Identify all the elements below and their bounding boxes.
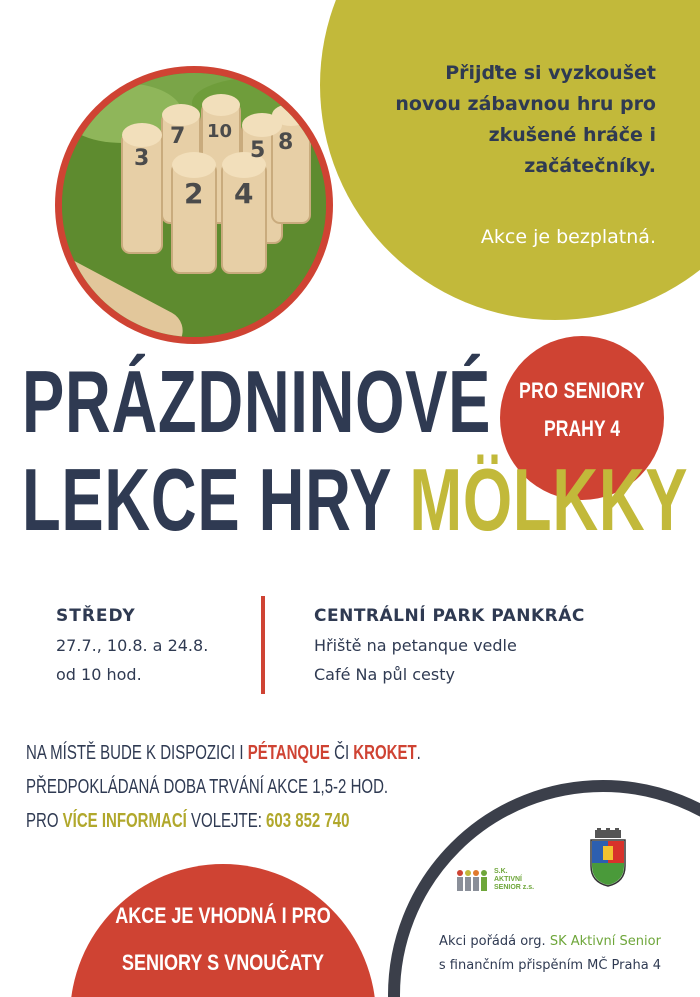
note-text: .	[416, 742, 421, 764]
invitation-text	[340, 58, 656, 182]
svg-text:7: 7	[170, 124, 186, 149]
notes	[26, 736, 421, 838]
svg-text:5: 5	[250, 138, 266, 163]
venue-detail: Hřiště na petanque vedle	[314, 636, 517, 655]
schedule-time: od 10 hod.	[56, 665, 142, 684]
headline-line-2-text: LEKCE HRY	[22, 450, 410, 549]
venue-detail: Café Na půl cesty	[314, 665, 455, 684]
logo-text	[494, 868, 534, 892]
note-row: PŘEDPOKLÁDANÁ DOBA TRVÁNÍ AKCE 1,5-2 HOD.	[26, 776, 389, 798]
column-divider	[261, 596, 265, 694]
note-text: VOLEJTE:	[186, 810, 267, 832]
svg-text:4: 4	[234, 177, 254, 210]
note-highlight: VÍCE INFORMACÍ	[62, 810, 187, 832]
note-row	[26, 804, 421, 838]
schedule-dates: 27.7., 10.8. a 24.8.	[56, 636, 209, 655]
logo-line: SENIOR z.s.	[494, 884, 535, 891]
venue	[314, 606, 585, 684]
invitation-line: zkušené hráče i	[488, 124, 656, 146]
people-icon	[456, 868, 492, 894]
svg-text:3: 3	[134, 146, 150, 171]
svg-text:10: 10	[207, 121, 233, 142]
note-text: PRO	[26, 810, 63, 832]
organizer-prefix: Akci pořádá org.	[439, 934, 550, 949]
headline-line-1: PRÁZDNINOVÉ	[22, 352, 492, 451]
note-text: ČI	[329, 742, 354, 764]
invitation-line: novou zábavnou hru pro	[395, 93, 656, 115]
family-line: AKCE JE VHODNÁ I PRO	[115, 903, 331, 928]
family-circle	[70, 864, 376, 997]
organizer-text	[420, 930, 680, 978]
logo-line: S.K.	[494, 868, 508, 875]
invitation-line: začátečníky.	[524, 155, 656, 177]
svg-text:8: 8	[278, 130, 294, 155]
svg-text:2: 2	[184, 177, 204, 210]
headline-accent: MÖLKKY	[409, 450, 689, 549]
free-admission-text: Akce je bezplatná.	[480, 226, 656, 248]
family-line: SENIORY S VNOUČATY	[121, 950, 325, 975]
invitation-line: Přijďte si vyzkoušet	[445, 62, 656, 84]
organizer-line-2: s finančním přispěním MČ Praha 4	[438, 958, 662, 973]
organizer-name: SK Aktivní Senior	[549, 934, 661, 949]
schedule-days: STŘEDY	[56, 606, 136, 626]
note-text: NA MÍSTĚ BUDE K DISPOZICI I	[26, 742, 248, 764]
badge-line: PRO SENIORY	[519, 378, 645, 403]
molkky-pins-illustration	[62, 73, 326, 337]
badge-line: PRAHY 4	[544, 416, 620, 441]
note-row	[26, 736, 421, 770]
note-highlight: PÉTANQUE	[247, 742, 330, 764]
logo-line: AKTIVNÍ	[494, 876, 522, 883]
venue-name: CENTRÁLNÍ PARK PANKRÁC	[314, 606, 585, 626]
molkky-photo	[55, 66, 333, 344]
headline	[22, 352, 689, 549]
headline-line-2	[22, 450, 689, 549]
prague-4-crest-icon	[587, 828, 629, 888]
sk-aktivni-senior-logo	[456, 868, 556, 894]
note-highlight: KROKET	[353, 742, 417, 764]
organizer-line-1	[420, 930, 680, 954]
phone-number: 603 852 740	[266, 810, 350, 832]
schedule	[56, 606, 208, 684]
